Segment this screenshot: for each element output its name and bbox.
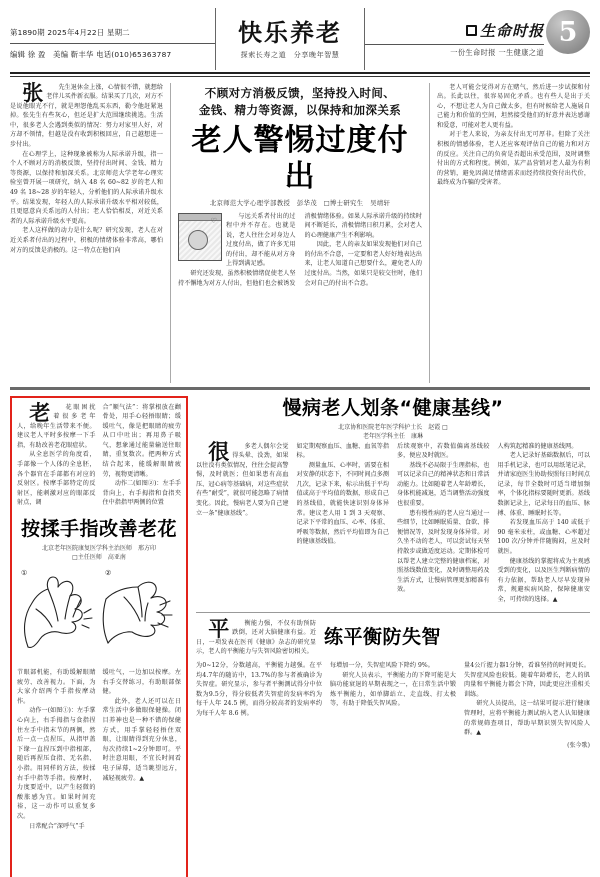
figure-2-label: ② [105,569,112,578]
lead-kicker-line1: 不顾对方消极反馈，坚持投入时间、 [204,85,396,100]
masthead [10,8,590,70]
lead-col3-text [437,83,590,189]
finger-bottom-right-para1: 缓吐气，一边加以按摩。左右手交替练习，有助眼部保健。 [102,669,181,696]
chronic-col2-para2: 测量血压、心率时，需要在相对安静的状态下，不同时间点多测几次，记录下来，标示出低于平均值或高于平均值的数据，形成自己的基线值，就能快速识别身体异常。建议老人用 1 到 3 天观察、记录下平常的血压、心率、体重、呼吸等数据，然后平均值即为自己的健康基线值。 [296,461,389,546]
lead-column-center [171,83,429,383]
finger-top-right-para2: 动作二(如图②)：左手手背向上，右手拇指和食指夹住中指指甲两侧的位置 [102,480,181,507]
brand-logo [466,20,544,41]
chronic-article-head [196,396,590,442]
chronic-byline-line1: 北京协和医院老年医学科护士长 赵霞 □ [338,423,448,431]
lead-headline-block [178,83,422,207]
illustration-face [188,230,208,250]
finger-bottom-left-text [17,668,96,877]
dropcap-zhang: 张 [22,79,44,105]
chronic-col4-para1: 人构筑起精准的健康基线网。 [497,442,578,450]
finger-top-right-text [103,403,182,509]
chronic-col4-para2: 老人记录好基础数据后，可以用手机记录，也可以用纸笔记录，并请家庭医生协助按照每日时间点记录，每节全数时可适当增加频率，个体化指标要随时更新。基线数据记录上，记录每日的血压、脉搏、体重、睡眠时长等。 [497,452,590,517]
balance-col2-para2: 研究人员表示，平衡能力的下降可能是大脑功能衰退的早期表现之一，在日常生活中锻炼平衡能力，如单脚站立、走直线、打太极等，有助于降低失智风险。 [330,671,456,708]
balance-col3-para1: 量4公斤握力器1分钟，看谁坚持的时间更长。失智症风险也较低。随着年龄增长，老人的肌肉量和平衡能力都会下降，因此更应注重相关训练。 [464,661,590,698]
brand-divider-rule [365,44,544,45]
lead-col2-para1: 与远关系者付出的过程中并不存在。也就是说，老人往往会对身边人过度付出，做了许多无用的付出，却不能从对方身上得到满足感。 [226,212,296,268]
finger-article [10,396,188,877]
chronic-col2 [297,442,390,605]
finger-bottom-right-para2: 此外，老人还可以在日常生活中多做眼保健操。闭目养神也是一种不错的保健方式，用手掌轻轻捂住双眼，让眼睛得到充分休息，每次持续1~2分钟即可。平时注意用眼，不宜长时间看电子屏幕，适当眺望远方，减轻视疲劳。▲ [102,697,181,782]
lead-col3-para2: 对于老人来说，为亲友付出无可厚非。但除了关注积极的情感体验，老人还应客观评估自己的能力和对方的反应。关注自己的负荷是否超出承受范围，及时调整付出的方式和程度。例如，某产品营销对老人最为有利的营销，避免因满足情绪需求而经持续投资付出代价，最终成为诈骗的受害者。 [437,131,590,187]
chronic-col4 [498,442,591,605]
finger-byline-line2: □主任医师 高亚南 [72,554,126,562]
section-subtitle: 探索长寿之道 分享晚年智慧 [240,50,340,59]
hand-figure-2 [100,569,180,661]
balance-article-title: 练平衡防失智 [324,625,442,648]
editor-contact-line: 编辑 徐 盈 美编 靳丰华 电话(010)65363787 [10,50,172,59]
balance-col3 [464,661,590,750]
finger-top-left-text [17,399,96,509]
lead-center-text [178,212,422,289]
finger-article-wrapper [10,396,188,877]
hand-massage-illustration [17,567,181,663]
finger-bottom-left-para2: 动作一(如图①)：左手掌心向上，右手拇指与食指捏住左手中指末节的两侧，然后一点一点捏压，从指甲盖下缘一直捏压到中指根部，随后再捏压食指、无名指、小指。用同样的方法，按揉右手中指等手指。按摩时，力度要适中，以产生轻微的酸胀感为宜。如果时间充裕，这一动作可以重复多次。 [17,707,96,820]
brand-name: 生命时报 [479,22,544,40]
section-title: 快乐养老 [238,18,342,47]
chronic-byline-line2: 老年医学科主任 康琳 [362,433,423,440]
balance-col3-para2: 研究人员提出，这一结果可提示进行健康管理时，应将平衡能力测试纳入老人认知健康的常规筛查项目，帮助早期识别失智风险人群。▲ [464,700,590,737]
lead-col2-para2: 研究还发现，虽然积极情绪促使老人坚持不懈地为对方人付出，但他们也会被诱发消极情绪体验。如果人际承诺升级的持续时间不断延长，消极情绪日积月累，会对老人的心理健康产生不利影响。 [178,212,422,287]
finger-article-bottom-columns [17,668,181,877]
masthead-rule-thin [10,76,590,77]
dropcap-ping: 平 [208,615,230,641]
brand-slogan: 一份生命时报 一生健康之道 [450,48,544,57]
figure-1-label: ① [21,569,28,578]
dropcap-hen: 很 [208,438,230,464]
balance-article [196,615,590,751]
brand-block [365,8,590,70]
hand-figure-1 [18,569,98,661]
finger-article-title: 按揉手指改善老花 [20,518,177,541]
lower-right-articles [188,396,590,877]
chronic-article-body [196,438,590,605]
balance-article-signoff: (张今歌) [567,741,590,749]
chronic-col3-para1: 后续观察中，若数值偏离基线较多，便应及时就医。 [397,442,490,460]
finger-bottom-left-para1: 节眼部机能，有助缓解眼睛疲劳、改善视力。下面，为大家介绍两个手指按摩动作。 [17,669,96,705]
lead-column-left [10,79,170,383]
lead-story-region [10,79,590,383]
lead-kicker-line2: 金钱、精力等资源，以保持和加深关系 [198,102,402,117]
lead-col1-text [10,79,163,256]
chronic-article-byline [196,423,590,442]
lower-region [10,396,590,877]
balance-col1-para1: 为0~12分，分数越高，平衡能力越强。在平均4.7年的随访中，13.7%的参与者被确诊为失智症。研究显示，参与者平衡测试得分中位数为9.5分，得分较低者失智症的发病率约为每千人年 24.5 例，而得分较高者的发病率约为每千人年 8.6 例。 [196,661,322,717]
chronic-col4-para4: 健康基线的掌握将成为主观感受到的变化，以及医生判断病情的有力依据，帮助老人尽早发现异常，规避疾病风险，保障健康安全，可持续的选择。▲ [497,557,590,603]
article-divider-rule [196,612,590,613]
lead-col1-para2: 在心理学上，这种现象被称为人际承诺升级，指一个人不顾对方的消极反馈，坚持付出时间、金钱、精力等资源，以保持和加深关系。北京师范大学老年心理实验室曾开展一项研究，纳入 48 名 60~82 岁的老人和 49 名 18~28 岁的年轻人，分析他们的人际承诺升级水平。结果发现，年轻人的人际承诺升级水平相对较低，且更愿意向关系远的人付出；老人恰恰相反，对近关系者的人际承诺升级水平更高。 [10,150,163,225]
chronic-col3 [397,442,490,605]
chronic-col1-para1: 多老人偶尔会觉得头晕、没劲，如果以往没有类似情况，往往会提高警惕，及时就医；但如果患有高血压、冠心病等基础病，对这些症状有些“耐受”，就很可能忽略了病情变化。因此，慢病老人要为自己建立一条“健康基线”。 [196,442,289,517]
lead-byline: 北京师范大学心理学部教授 彭华茂 □博士研究生 吴靖轩 [209,198,391,207]
portrait-illustration [178,213,222,261]
finger-top-right-para1: 合“顺气法”：将掌根放在颧骨处，用手心轻捂眼睛；缓缓吐气，像是把眼睛的疲劳从口中吐出；再用鼻子吸气，想象通过能量输送往眼睛，重复数次。把两种方式结合起来，能缓解眼睛疲劳，视物更清晰。 [102,403,181,478]
lead-col3-para1: 老人可能会觉得对方在赌气，然后进一步试探和付出。长此以往，很容易固化矛盾。也有些人是出于关心，不想让老人为自己做太多，但有时候给老人施展自己能力和价值的空间，坦然接受他们的好意并表达感谢和爱意，可能对老人更有益。 [437,83,590,129]
chronic-col2-para1: 如定期观察血压、血糖、血氧等指标。 [296,442,389,460]
chronic-article [196,396,590,605]
issue-date-line: 第1890期 2025年4月22日 星期二 [10,28,130,37]
chronic-col4-para3: 若发现血压高于 140 或低于 90 毫米汞柱，或血糖、心率超过 100 次/分钟并伴随胸闷，应及时就医。 [497,519,590,556]
heart-icon: ♡ [210,216,217,225]
finger-byline-line1: 北京老年医院康复医学科主治医师 邢方印 [41,545,156,553]
lead-headline: 老人警惕过度付出 [191,122,409,194]
chronic-article-title: 慢病老人划条“健康基线” [282,396,504,419]
book-mark-icon [466,25,477,36]
newspaper-page [0,8,600,877]
balance-intro-para: 衡能力强，不仅有助预防跌倒，还对大脑健康有益。近日，一项发表在医刊《健康》杂志的研究显示，老人的平衡能力与失智风险密切相关。 [196,619,316,656]
dropcap-lao: 老 [29,399,51,425]
masthead-divider-rule [10,43,215,44]
lead-col1-para1: 先生退休金上涨，心情很不错，就想给老伴儿买件新衣服。结果买了几次，对方不是说他眼光不行，就是埋怨他乱买东西，勒令他赶紧退掉。张先生有些灰心，但还是扩大范围继续挑选。生活中，很多老人会遇到类似的情况：努力对家里人好，对方却不领情，但越是没有收到积极回应，自己越想进一步付出。 [10,83,163,149]
chronic-col3-para3: 患有慢性病的老人应当通过一些细节，比如睡眠质量、食欲、排便情况等，及时发现身体异常。对久坐不动的老人，可以尝试每天坚持散步或做适度运动。定期体检可以帮老人建立完整的健康档案，对照基线数值变化，及时调整用药及生活方式，让慢病管理更加精准有效。 [397,509,490,594]
finger-top-left-para1: 花眼困扰着很多老年人，给晚年生活带来不便。建议老人平时多按摩一下手指，有助改善老花眼症状。 [17,403,96,449]
finger-top-left-para2: 从全息医学的角度看，手部像一个人体的全息胚，各个器官在手部都有对应的反射区。按摩手部特定的反射区，能刺激对应的眼部反射点，调 [17,451,96,507]
chronic-col1 [196,438,289,605]
balance-intro-text [196,615,316,657]
balance-col2-para1: 每增加一分，失智症风险下降约 9%。 [330,661,434,669]
balance-col1 [196,661,322,750]
chronic-col3-para2: 基线不必局限于生理指标，也可以记录自己的精神状态和日常活动能力。比如随着老人年龄增长，身体机能减退，适当调整活动强度也很重要。 [397,461,490,508]
balance-article-head [196,615,590,657]
lead-col2-para3: 因此，老人的亲友如果发现他们对自己的付出不合意，一定要和老人好好地表达出来，让老人知道自己想要什么，避免老人的过度付出。当然，如果只是较交往时，他们会对自己的付出不合意。 [304,241,422,287]
masthead-publication-info [10,8,215,70]
section-separator-band [10,387,590,390]
finger-bottom-left-para3: 日常配合“深呼气”手 [29,822,85,830]
masthead-rule-heavy [10,72,590,74]
lead-col1-para3: 老人这样做的动力是什么呢？研究发现，老人在对近关系者付出的过程中，积极的情绪体验非常高，哪怕对方的反馈是消极的。这一特点在他们向 [10,227,163,254]
lead-column-right [430,83,590,383]
page-number-badge: 5 [546,10,590,54]
finger-article-top-columns [17,399,181,509]
balance-article-body [196,661,590,750]
finger-article-byline [17,544,181,562]
section-title-block [215,8,365,70]
balance-col2 [330,661,456,750]
finger-bottom-right-text [103,668,182,877]
